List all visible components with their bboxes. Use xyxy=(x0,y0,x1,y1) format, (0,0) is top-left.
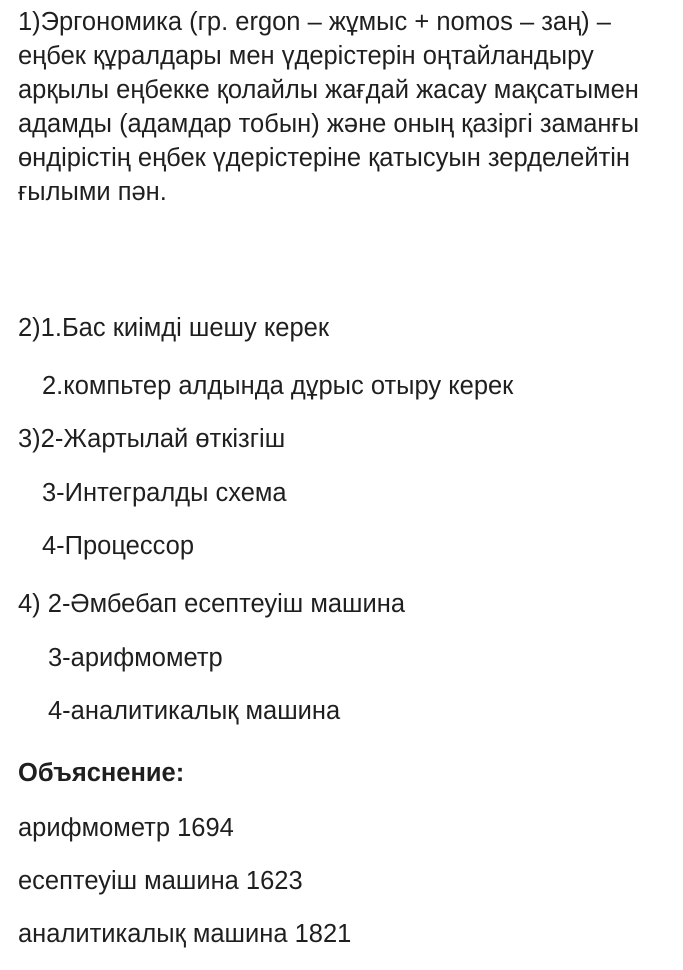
explanation-heading: Объяснение: xyxy=(18,759,185,787)
explanation-item: арифмометр 1694 xyxy=(18,814,234,842)
answer-1-ergonomics: 1)Эргономика (гр. ergon – жұмыс + nomos – заң) – еңбек құралдары мен үдерістерін оңтайландыру арқылы еңбекке қолайлы жағдай жасау мақсатымен адамды (адамдар тобын) және оның қазіргі заманғы өндірістің еңбек үдерістеріне қатысуын зерделейтін ғылыми пән. xyxy=(18,8,640,206)
answer-document xyxy=(18,0,678,948)
answer-3-item-3: 4-Процессор xyxy=(42,532,195,560)
answer-3-item-1: 3)2-Жартылай өткізгіш xyxy=(18,425,286,453)
answer-3-item-2: 3-Интегралды схема xyxy=(42,479,287,507)
answer-2-item-2: 2.компьтер алдында дұрыс отыру керек xyxy=(42,372,514,400)
explanation-item: аналитикалық машина 1821 xyxy=(18,920,352,948)
answer-4-item-3: 4-аналитикалық машина xyxy=(48,697,341,725)
answer-2-item-1: 2)1.Бас киімді шешу керек xyxy=(18,314,329,342)
answer-4-item-1: 4) 2-Әмбебап есептеуіш машина xyxy=(18,590,406,618)
explanation-item: есептеуіш машина 1623 xyxy=(18,867,303,895)
answer-4-item-2: 3-арифмометр xyxy=(48,644,223,672)
